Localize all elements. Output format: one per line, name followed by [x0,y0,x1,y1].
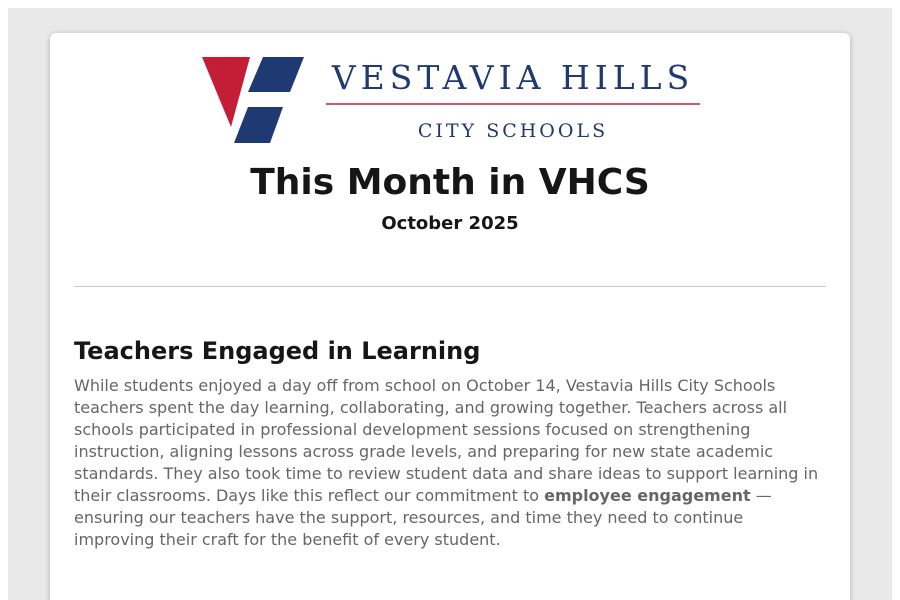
page-background [8,8,892,600]
article-body-text-start: While students enjoyed a day off from school on October 14, Vestavia Hills City Schools teachers spent the day learning, collaborating, and growing together. Teachers across all schools participated in professional development sessions focused on strengthening instruction, aligning lessons across grade levels, and preparing for new state academic standards. They also took time to review student data and share ideas to support learning in their classrooms. Days like this reflect our commitment to [74,376,819,505]
issue-date: October 2025 [381,213,519,234]
header-divider [74,286,826,287]
logo-red-v-shape [202,57,250,127]
logo-navy-lower-shape [234,107,283,143]
page-title: This Month in VHCS [250,162,650,203]
logo-name-line1: VESTAVIA HILLS [331,58,695,97]
article-body [74,375,826,551]
article-heading: Teachers Engaged in Learning [74,337,481,365]
newsletter-card [50,33,850,600]
article-body-emphasis: employee engagement [544,486,751,505]
district-logo [200,55,710,147]
logo-name-line2: CITY SCHOOLS [417,120,609,142]
logo-navy-upper-shape [248,57,304,92]
article-body-text-end: — ensuring our teachers have the support, resources, and time they need to continue improving their craft for the benefit of every student. [74,486,772,549]
